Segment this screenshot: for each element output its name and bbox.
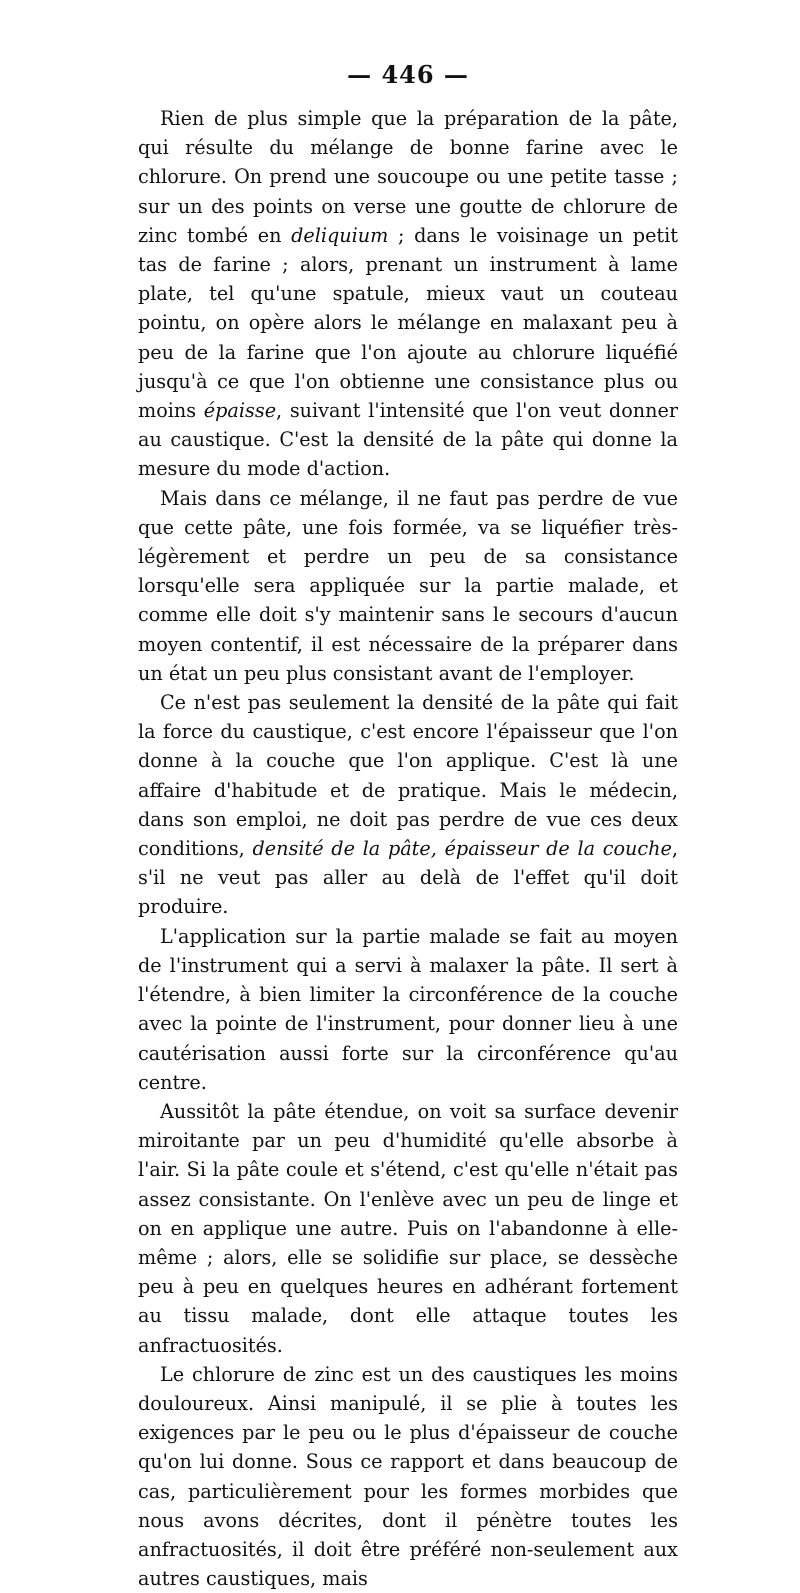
paragraph-text: , s'il ne veut pas aller au delà de l'effet qu'il doit produire. <box>138 837 678 919</box>
italic-term: densité de la pâte, épaisseur de la couche <box>252 837 672 861</box>
paragraph-text: Mais dans ce mélange, il ne faut pas perdre de vue que cette pâte, une fois formée, va se liquéfier très-légèrement et perdre un peu de sa consistance lorsqu'elle sera appliquée sur la partie malade, et comme elle doit s'y maintenir sans le secours d'aucun moyen contentif, il est nécessaire de la préparer dans un état un peu plus consistant avant de l'employer. <box>138 486 678 685</box>
italic-term: deliquium <box>291 223 389 247</box>
paragraph-2 <box>138 484 678 688</box>
paragraph-text: L'application sur la partie malade se fait au moyen de l'instrument qui a servi à malaxer la pâte. Il sert à l'étendre, à bien limiter la circonférence de la couche avec la pointe de l'instrument, pour donner lieu à une cautérisation aussi forte sur la circonférence qu'au centre. <box>138 924 678 1094</box>
paragraph-text: Le chlorure de zinc est un des caustiques les moins douloureux. Ainsi manipulé, il se plie à toutes les exigences par le peu ou le plus d'épaisseur de couche qu'on lui donne. Sous ce rapport et dans beaucoup de cas, particulièrement pour les formes morbides que nous avons décrites, dont il pénètre toutes les anfractuosités, il doit être préféré non-seulement aux autres caustiques, mais <box>138 1362 678 1591</box>
paragraph-text: , suivant l'intensité que l'on veut donner au caustique. C'est la densité de la pâte qui donne la mesure du mode d'action. <box>138 399 678 481</box>
paragraph-5 <box>138 1097 678 1360</box>
book-page <box>138 60 678 1593</box>
paragraph-3 <box>138 688 678 922</box>
paragraph-1 <box>138 104 678 484</box>
paragraph-text: Aussitôt la pâte étendue, on voit sa surface devenir miroitante par un peu d'humidité qu'elle absorbe à l'air. Si la pâte coule et s'étend, c'est qu'elle n'était pas assez consistante. On l'enlève avec un peu de linge et on en applique une autre. Puis on l'abandonne à elle-même ; alors, elle se solidifie sur place, se dessèche peu à peu en quelques heures en adhérant fortement au tissu malade, dont elle attaque toutes les anfractuosités. <box>138 1099 678 1357</box>
paragraph-text: Rien de plus simple que la préparation de la pâte, qui résulte du mélange de bonne farine avec le chlorure. On prend une soucoupe ou une petite tasse ; sur un des points on verse une goutte de chlorure de zinc tombé en <box>138 107 678 247</box>
paragraph-text: Ce n'est pas seulement la densité de la pâte qui fait la force du caustique, c'est encore l'épaisseur que l'on donne à la couche que l'on applique. C'est là une affaire d'habitude et de pratique. Mais le médecin, dans son emploi, ne doit pas perdre de vue ces deux conditions, <box>138 691 678 861</box>
paragraph-6 <box>138 1360 678 1593</box>
paragraph-4 <box>138 922 678 1097</box>
italic-term: épaisse <box>203 399 277 423</box>
paragraph-text: ; dans le voisinage un petit tas de farine ; alors, prenant un instrument à lame plate, tel qu'une spatule, mieux vaut un couteau pointu, on opère alors le mélange en malaxant peu à peu de la farine que l'on ajoute au chlorure liquéfié jusqu'à ce que l'on obtienne une consistance plus ou moins <box>138 223 678 423</box>
page-number: — 446 — <box>347 60 469 89</box>
